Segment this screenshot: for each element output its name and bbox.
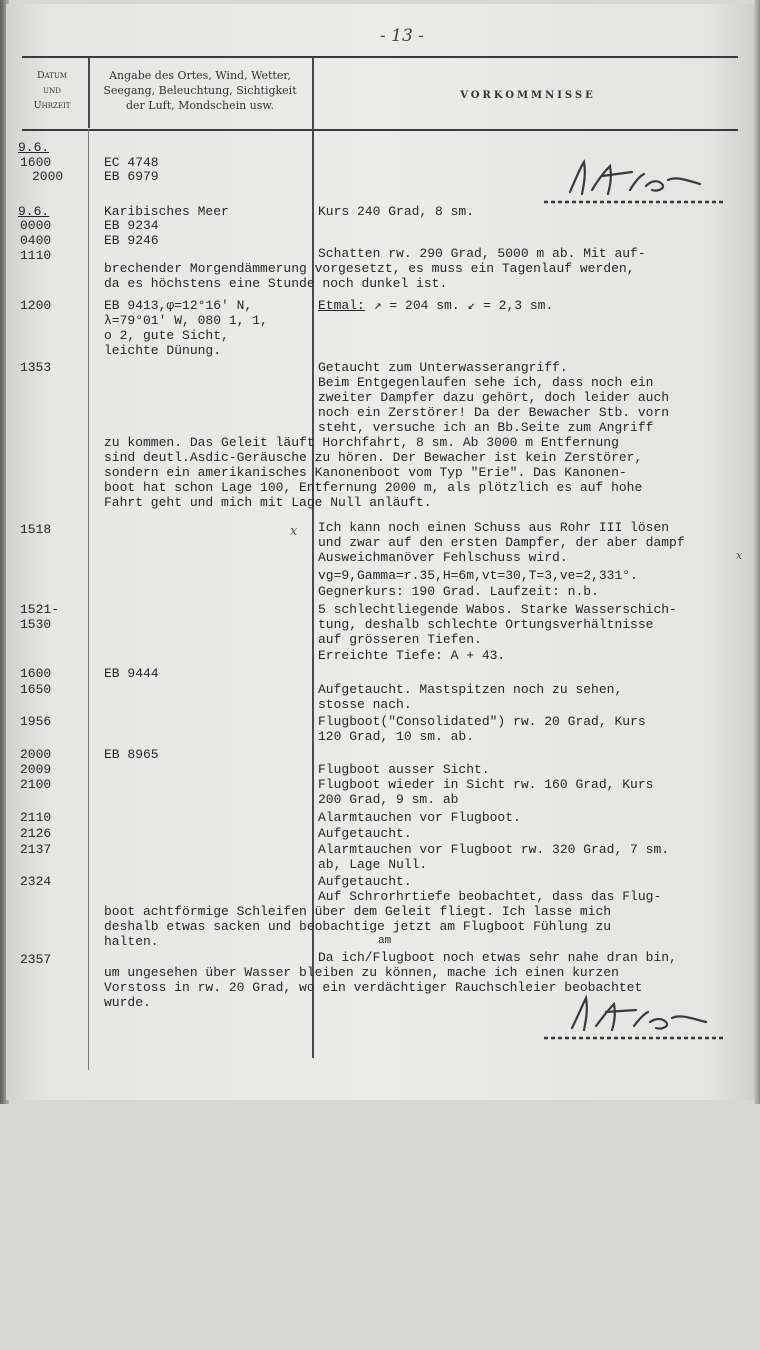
log-time: 2000 <box>20 747 52 762</box>
entry-line: ↗ = 204 sm. ↙ = 2,3 sm. <box>366 298 554 313</box>
log-time: 2324 <box>20 874 52 889</box>
log-time: 1650 <box>20 682 52 697</box>
entry-line: 120 Grad, 10 sm. ab. <box>318 729 475 744</box>
column-divider-faint <box>88 130 89 1070</box>
entry-insertion: am <box>378 935 392 947</box>
entry-line: Fahrt geht und mich mit Lage Null anläuft. <box>104 495 432 510</box>
page-edge-right <box>754 0 760 1104</box>
log-time: 1200 <box>20 298 52 313</box>
header-divider-1 <box>88 58 90 128</box>
grid-square: EB 9444 <box>104 666 159 681</box>
entry-line: Auf Schrorhrtiefe beobachtet, dass das Flug- <box>318 889 662 904</box>
entry-line: vg=9,Gamma=r.35,H=6m,vt=30,T=3,ve=2,331°. <box>318 568 638 583</box>
entry-line: Aufgetaucht. <box>318 874 412 889</box>
log-time: 1600 <box>20 155 52 170</box>
log-time: 2110 <box>20 810 52 825</box>
weather-line: o 2, gute Sicht, <box>104 328 229 343</box>
entry-line: sind deutl.Asdic-Geräusche zu hören. Der Bewacher ist kein Zerstörer, <box>104 450 643 465</box>
header-vorkommnisse: VORKOMMNISSE <box>460 90 596 101</box>
log-time: 2357 <box>20 952 52 967</box>
entry-line: stosse nach. <box>318 697 412 712</box>
entry-line: Schatten rw. 290 Grad, 5000 m ab. Mit auf- <box>318 246 646 261</box>
log-time: 1518 <box>20 522 52 537</box>
grid-square: EB 9234 <box>104 218 159 233</box>
entry-line: halten. <box>104 934 159 949</box>
log-date: 9.6. <box>18 204 50 219</box>
entry-line: ab, Lage Null. <box>318 857 428 872</box>
log-date: 9.6. <box>18 140 50 155</box>
entry-line: Erreichte Tiefe: A + 43. <box>318 648 506 663</box>
margin-mark: x <box>290 524 298 539</box>
weather-line: leichte Dünung. <box>104 343 222 358</box>
entry-line: auf grösseren Tiefen. <box>318 632 482 647</box>
log-time: 1110 <box>20 248 52 263</box>
entry-line: sondern ein amerikanisches Kanonenboot vom Typ "Erie". Das Kanonen- <box>104 465 627 480</box>
log-time: 2000 <box>32 169 64 184</box>
log-time: 1353 <box>20 360 52 375</box>
log-time: 0400 <box>20 233 52 248</box>
grid-square: EB 8965 <box>104 747 159 762</box>
log-time: 1600 <box>20 666 52 681</box>
log-time: 2126 <box>20 826 52 841</box>
entry-line: Ausweichmanöver Fehlschuss wird. <box>318 550 568 565</box>
entry-line: Alarmtauchen vor Flugboot rw. 320 Grad, 7 sm. <box>318 842 670 857</box>
position-line: EB 9413,φ=12°16' N, <box>104 298 253 313</box>
signature-icon <box>540 150 730 208</box>
entry-line: Vorstoss in rw. 20 Grad, wo ein verdächtiger Rauchschleier beobachtet <box>104 980 643 995</box>
entry-line: Gegnerkurs: 190 Grad. Laufzeit: n.b. <box>318 584 599 599</box>
header-ort: Angabe des Ortes, Wind, Wetter, Seegang, Beleuchtung, Sichtigkeit der Luft, Mondschein usw. <box>103 69 297 112</box>
grid-square: EB 9246 <box>104 233 159 248</box>
margin-mark: x <box>736 549 743 562</box>
entry-line: 5 schlechtliegende Wabos. Starke Wasserschich- <box>318 602 677 617</box>
header-bottom-rule <box>22 129 738 131</box>
entry-line: wurde. <box>104 995 151 1010</box>
header-datum: Datum und Uhrzeit <box>33 70 71 111</box>
grid-square: EB 6979 <box>104 169 159 184</box>
entry-line: Getaucht zum Unterwasserangriff. <box>318 360 568 375</box>
header-top-rule <box>22 56 738 58</box>
entry-line: Ich kann noch einen Schuss aus Rohr III lösen <box>318 520 670 535</box>
entry-line: brechender Morgendämmerung vorgesetzt, es muss ein Tagenlauf werden, <box>104 261 635 276</box>
entry-line: Aufgetaucht. <box>318 826 412 841</box>
entry-line: boot achtförmige Schleifen über dem Geleit fliegt. Ich lasse mich <box>104 904 612 919</box>
entry-line: Kurs 240 Grad, 8 sm. <box>318 204 475 219</box>
entry-line: noch ein Zerstörer! Da der Bewacher Stb. vorn <box>318 405 670 420</box>
entry-line: zu kommen. Das Geleit läuft Horchfahrt, 8 sm. Ab 3000 m Entfernung <box>104 435 619 450</box>
entry-line: deshalb etwas sacken und beobachtige jetzt am Flugboot Fühlung zu <box>104 919 612 934</box>
entry-line: Flugboot("Consolidated") rw. 20 Grad, Kurs <box>318 714 646 729</box>
entry-line: Flugboot ausser Sicht. <box>318 762 490 777</box>
log-time: 0000 <box>20 218 52 233</box>
entry-line: um ungesehen über Wasser bleiben zu können, mache ich einen kurzen <box>104 965 619 980</box>
entry-line: Da ich/Flugboot noch etwas sehr nahe dran bin, <box>318 950 677 965</box>
entry-line: und zwar auf den ersten Dampfer, der aber dampf <box>318 535 685 550</box>
entry-line: 200 Grad, 9 sm. ab <box>318 792 459 807</box>
entry-line: zweiter Dampfer dazu gehört, doch leider auch <box>318 390 670 405</box>
log-time: 2137 <box>20 842 52 857</box>
grid-square: EC 4748 <box>104 155 159 170</box>
log-time: 1956 <box>20 714 52 729</box>
log-time: 1521- <box>20 602 60 617</box>
entry-line: boot hat schon Lage 100, Entfernung 2000 m, als plötzlich es auf hohe <box>104 480 643 495</box>
page-number: - 13 - <box>380 26 424 46</box>
entry-line: Alarmtauchen vor Flugboot. <box>318 810 521 825</box>
entry-line: Aufgetaucht. Mastspitzen noch zu sehen, <box>318 682 623 697</box>
signature-icon <box>540 990 730 1046</box>
sea-area: Karibisches Meer <box>104 204 229 219</box>
entry-etmal-label: Etmal: <box>318 298 365 313</box>
position-line: λ=79°01' W, 080 1, 1, <box>104 313 268 328</box>
entry-line: tung, deshalb schlechte Ortungsverhältnisse <box>318 617 654 632</box>
entry-line: Flugboot wieder in Sicht rw. 160 Grad, Kurs <box>318 777 654 792</box>
log-time: 2100 <box>20 777 52 792</box>
log-time: 2009 <box>20 762 52 777</box>
entry-line: da es höchstens eine Stunde noch dunkel ist. <box>104 276 448 291</box>
entry-line: Beim Entgegenlaufen sehe ich, dass noch ein <box>318 375 654 390</box>
log-time: 1530 <box>20 617 52 632</box>
entry-line: steht, versuche ich an Bb.Seite zum Angriff <box>318 420 654 435</box>
